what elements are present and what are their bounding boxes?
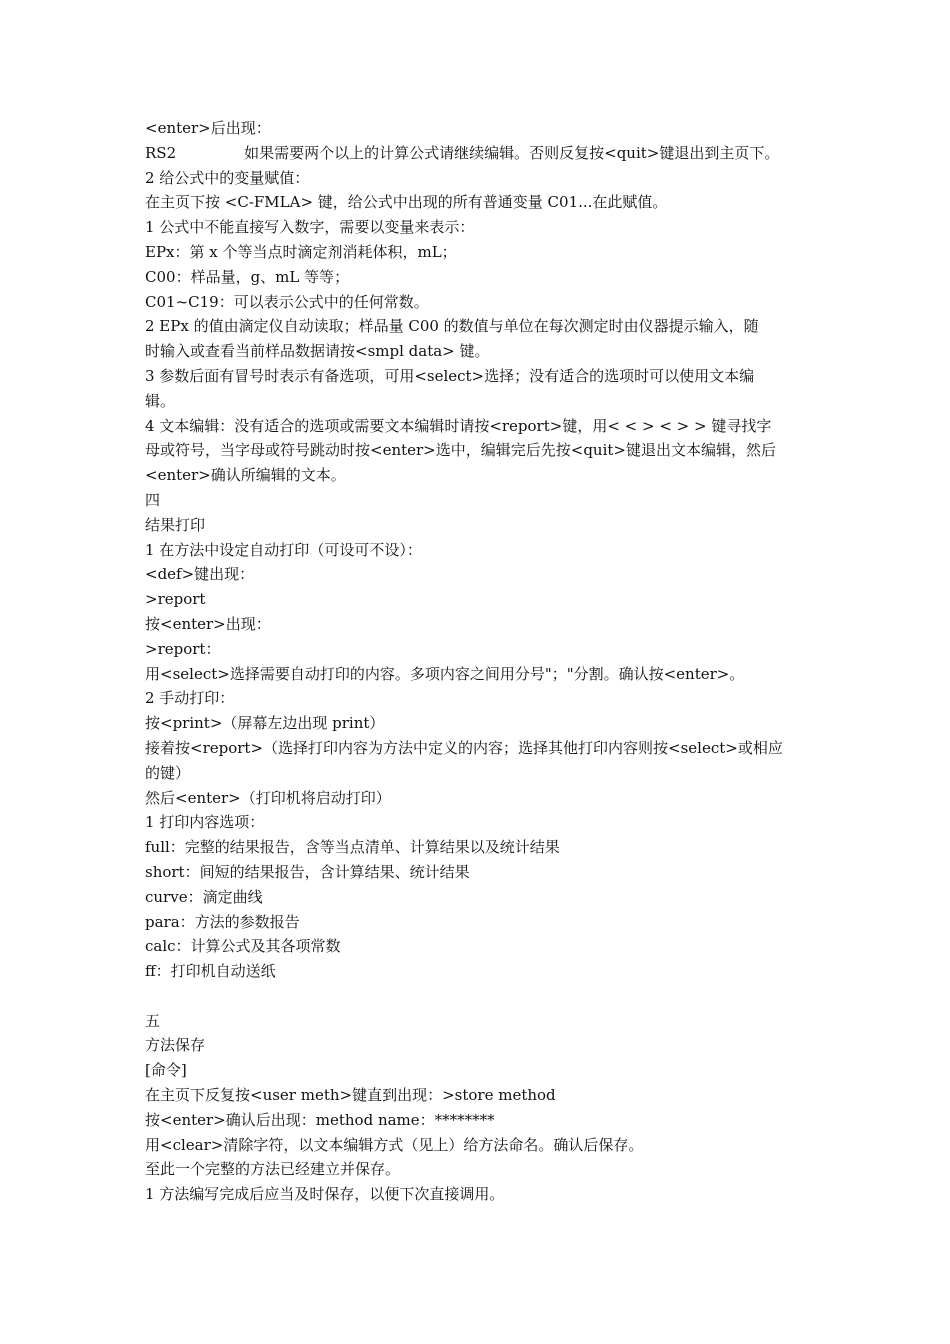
section-heading: 方法保存 [145, 1036, 206, 1055]
text-line: 2 给公式中的变量赋值： [145, 168, 310, 187]
text-line: <enter>确认所编辑的文本。 [145, 466, 346, 485]
text-line: 接着按<report>（选择打印内容为方法中定义的内容；选择其他打印内容则按<select>或相应 [145, 738, 783, 757]
text-line: para：方法的参数报告 [145, 912, 300, 931]
text-line: 4 文本编辑：没有适合的选项或需要文本编辑时请按<report>键，用< < > < > > 键寻找字 [145, 416, 772, 435]
text-line: 2 手动打印： [145, 689, 235, 708]
text-line: 1 打印内容选项： [145, 813, 265, 832]
text-line: 辑。 [145, 391, 176, 410]
text-line: 用<select>选择需要自动打印的内容。多项内容之间用分号"；"分割。确认按<enter>。 [145, 664, 745, 683]
text-line: 1 公式中不能直接写入数字，需要以变量来表示： [145, 218, 475, 237]
text-line: >report： [145, 639, 221, 658]
text-line: C01~C19：可以表示公式中的任何常数。 [145, 292, 429, 311]
text-line: 至此一个完整的方法已经建立并保存。 [145, 1160, 401, 1179]
text-line: C00：样品量，g、mL 等等； [145, 267, 350, 286]
text-line: curve：滴定曲线 [145, 887, 263, 906]
text-line: 按<enter>确认后出现：method name：******** [145, 1110, 495, 1129]
text-line: 1 方法编写完成后应当及时保存，以便下次直接调用。 [145, 1185, 505, 1204]
text-line: 在主页下反复按<user meth>键直到出现：>store method [145, 1086, 556, 1105]
rs2-label: RS2 [145, 143, 177, 162]
text-line: calc：计算公式及其各项常数 [145, 937, 341, 956]
text-line: 按<print>（屏幕左边出现 print） [145, 714, 385, 733]
text-line: short：间短的结果报告，含计算结果、统计结果 [145, 862, 470, 881]
text-line: 母或符号，当字母或符号跳动时按<enter>选中，编辑完后先按<quit>键退出文本编辑，然后 [145, 441, 776, 460]
text-line: full：完整的结果报告，含等当点清单、计算结果以及统计结果 [145, 838, 560, 857]
text-line: 3 参数后面有冒号时表示有备选项，可用<select>选择；没有适合的选项时可以使用文本编 [145, 366, 755, 385]
text-line: 的键） [145, 763, 191, 782]
text-line: ff：打印机自动送纸 [145, 962, 276, 981]
section-heading: 结果打印 [145, 515, 206, 534]
text-line: 用<clear>清除字符，以文本编辑方式（见上）给方法命名。确认后保存。 [145, 1135, 644, 1154]
text-line: <enter>后出现： [145, 119, 271, 137]
text-line: EPx：第 x 个等当点时滴定剂消耗体积，mL； [145, 242, 457, 261]
text-line: 按<enter>出现： [145, 614, 271, 633]
text-line: 在主页下按 <C-FMLA> 键，给公式中出现的所有普通变量 C01...在此赋值。 [145, 193, 668, 212]
section-number: 四 [145, 490, 161, 509]
text-line: 时输入或查看当前样品数据请按<smpl data> 键。 [145, 342, 490, 361]
text-line: <def>键出现： [145, 565, 255, 584]
text-line: 1 在方法中设定自动打印（可设可不设）： [145, 540, 422, 559]
text-line: >report [145, 590, 206, 609]
text-line-rs2 [145, 141, 825, 166]
section-number: 五 [145, 1011, 161, 1030]
text-line: [命令] [145, 1061, 187, 1080]
document-body [145, 116, 825, 1207]
rs2-text: 如果需要两个以上的计算公式请继续编辑。否则反复按<quit>键退出到主页下。 [244, 143, 780, 162]
text-line: 2 EPx 的值由滴定仪自动读取；样品量 C00 的数值与单位在每次测定时由仪器提示输入，随 [145, 317, 759, 336]
text-line: 然后<enter>（打印机将启动打印） [145, 788, 391, 807]
blank-line [145, 984, 825, 1009]
